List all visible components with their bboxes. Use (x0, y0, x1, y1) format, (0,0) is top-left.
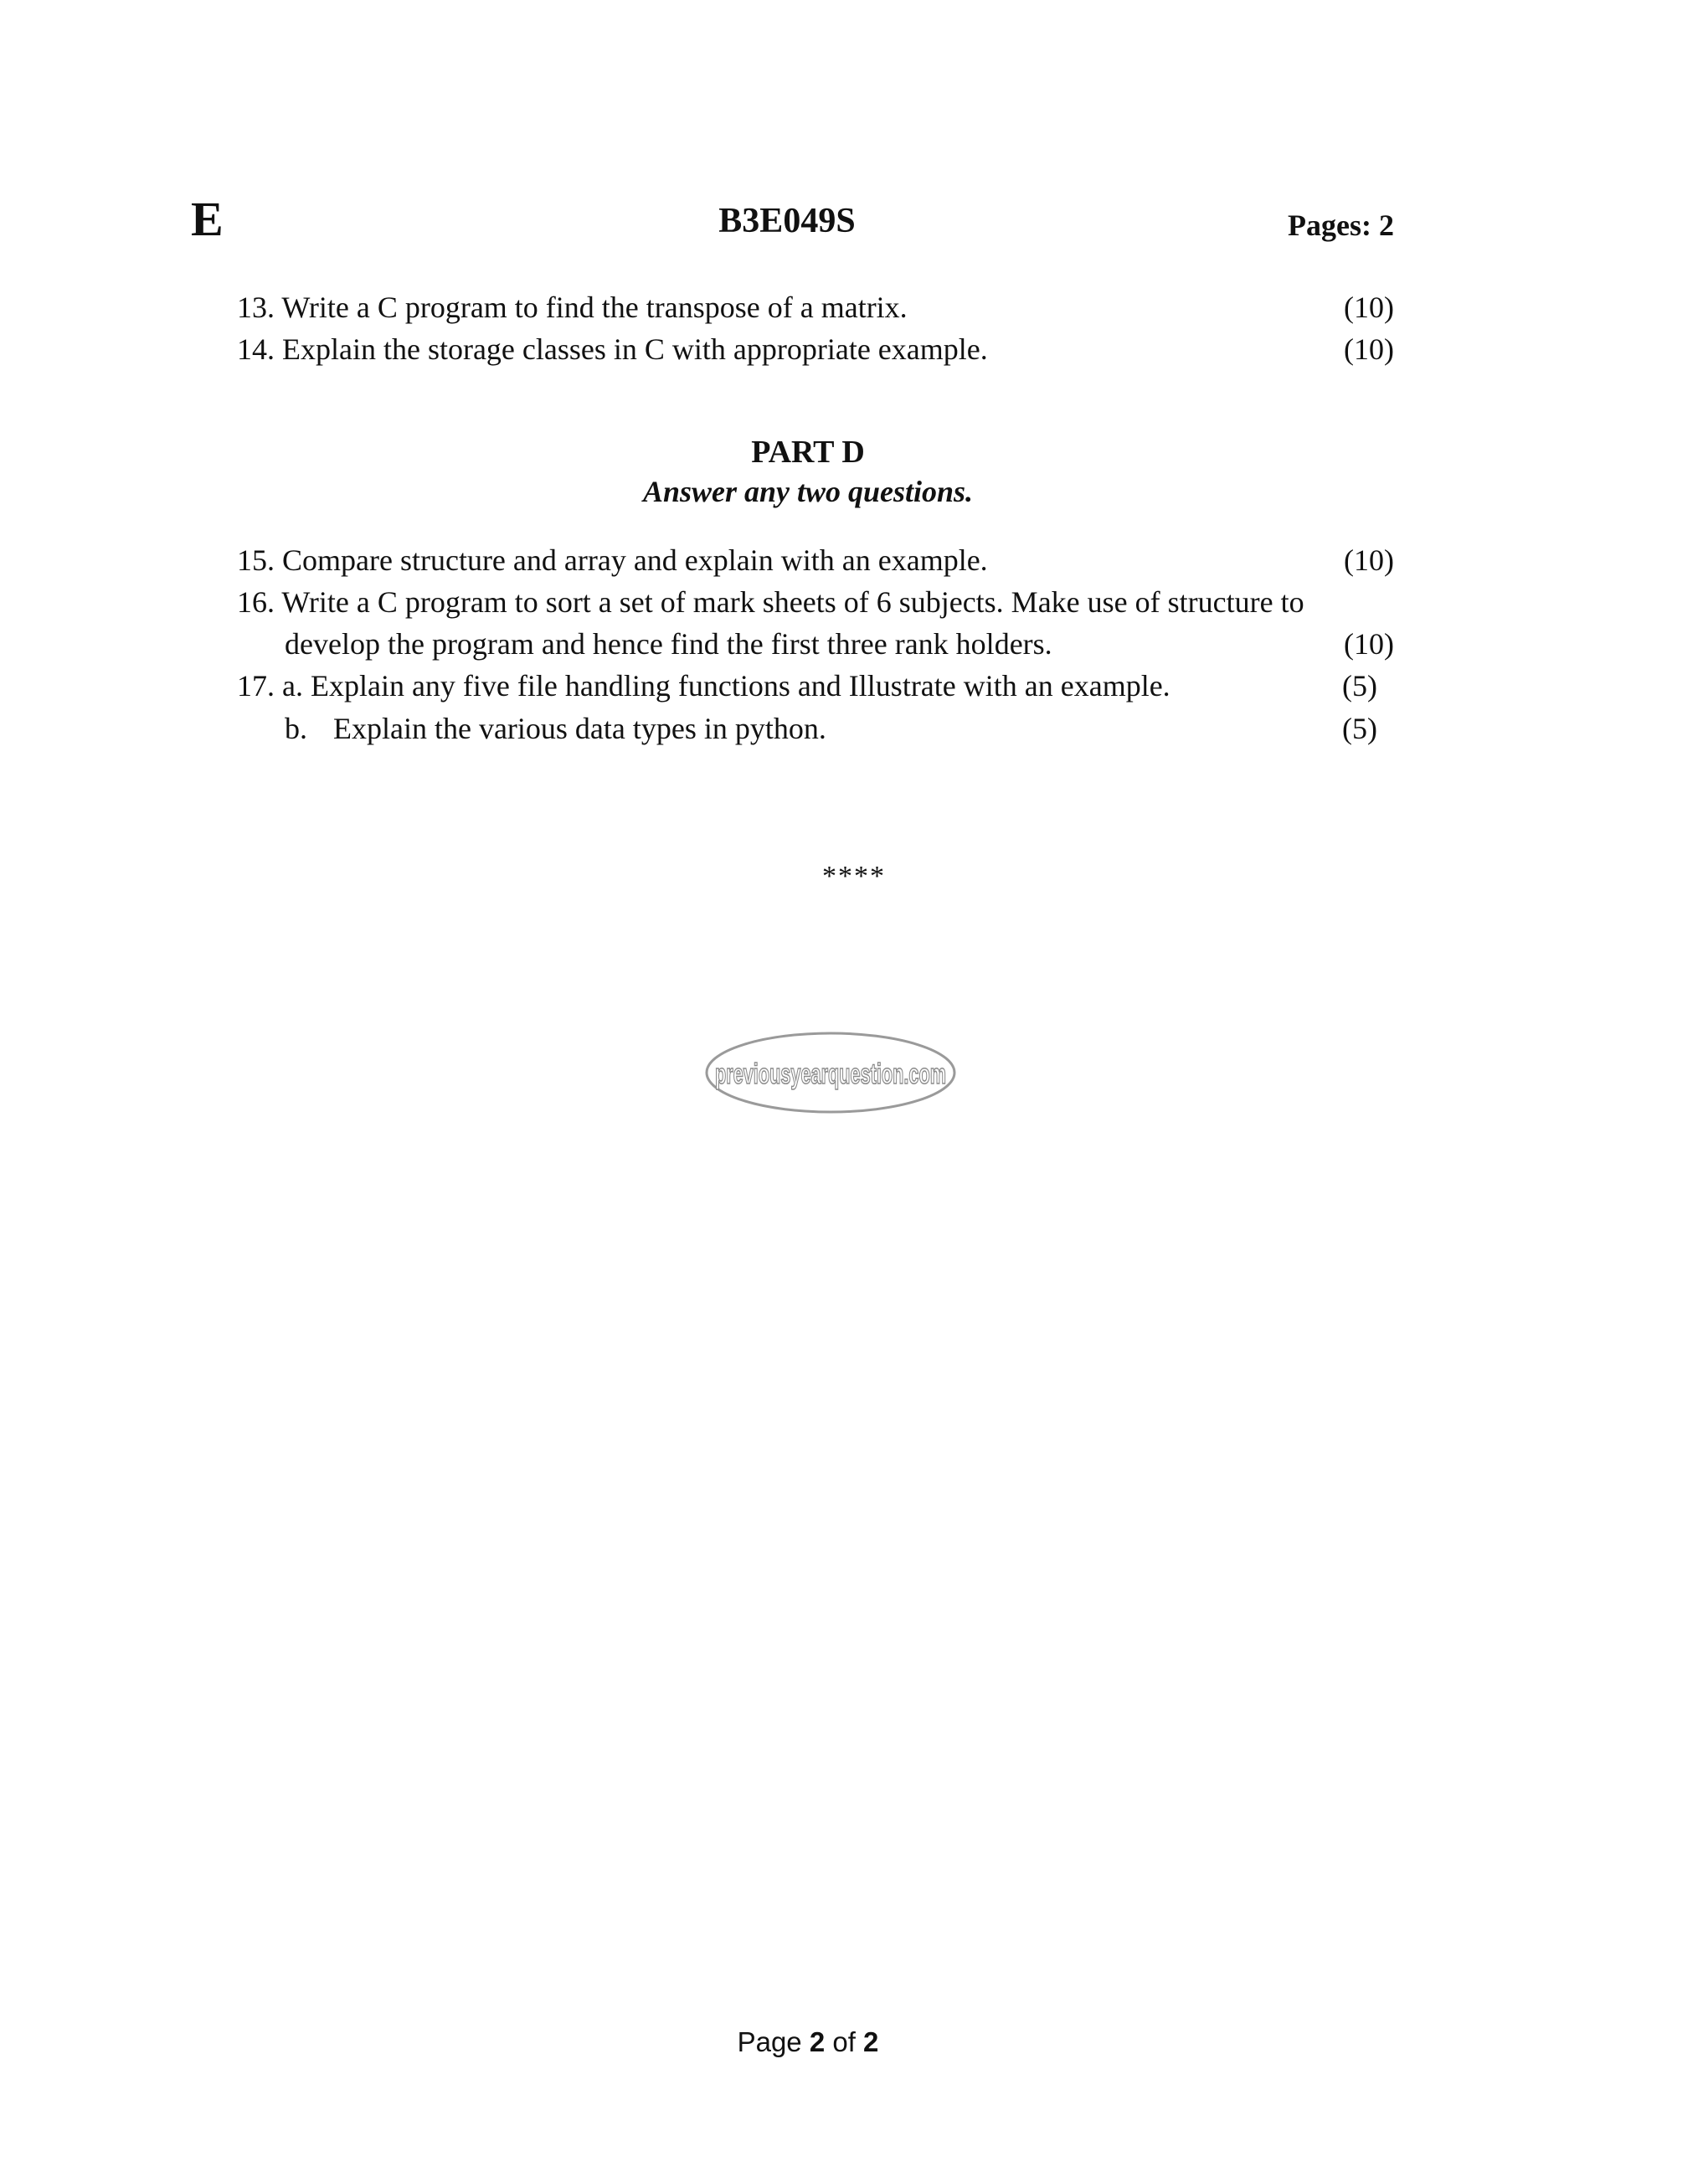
watermark-logo (705, 1032, 956, 1114)
end-of-paper-mark: **** (822, 861, 886, 892)
question-15: 15. Compare structure and array and explain with an example. (237, 543, 988, 577)
part-d-title: PART D (751, 435, 865, 470)
question-14: 14. Explain the storage classes in C with appropriate example. (237, 332, 988, 366)
watermark-text: previousyearquestion.com (715, 1058, 946, 1090)
question-14-marks: (10) (1344, 332, 1394, 366)
question-16-marks: (10) (1344, 627, 1394, 661)
exam-set-letter: E (191, 192, 224, 246)
watermark-badge-icon (705, 1032, 956, 1114)
footer-total-pages: 2 (863, 2026, 879, 2057)
part-d-instruction: Answer any two questions. (642, 475, 974, 508)
page-footer (0, 2026, 1616, 2058)
question-17b: Explain the various data types in python. (333, 712, 826, 745)
question-17a-marks: (5) (1342, 669, 1377, 703)
question-13-marks: (10) (1344, 291, 1394, 324)
question-13: 13. Write a C program to find the transpose of a matrix. (237, 291, 908, 324)
footer-prefix: Page (737, 2026, 810, 2057)
footer-middle: of (825, 2026, 864, 2057)
question-16-line-2: develop the program and hence find the first three rank holders. (285, 627, 1052, 661)
paper-code: B3E049S (718, 202, 856, 240)
question-17b-marks: (5) (1342, 712, 1377, 745)
question-15-marks: (10) (1344, 543, 1394, 577)
question-17b-label: b. (285, 712, 307, 745)
footer-current-page: 2 (809, 2026, 826, 2057)
pages-count: Pages: 2 (1288, 208, 1394, 242)
question-16-line-1: 16. Write a C program to sort a set of mark sheets of 6 subjects. Make use of structure to (237, 585, 1304, 619)
question-17a: 17. a. Explain any five file handling functions and Illustrate with an example. (237, 669, 1170, 703)
